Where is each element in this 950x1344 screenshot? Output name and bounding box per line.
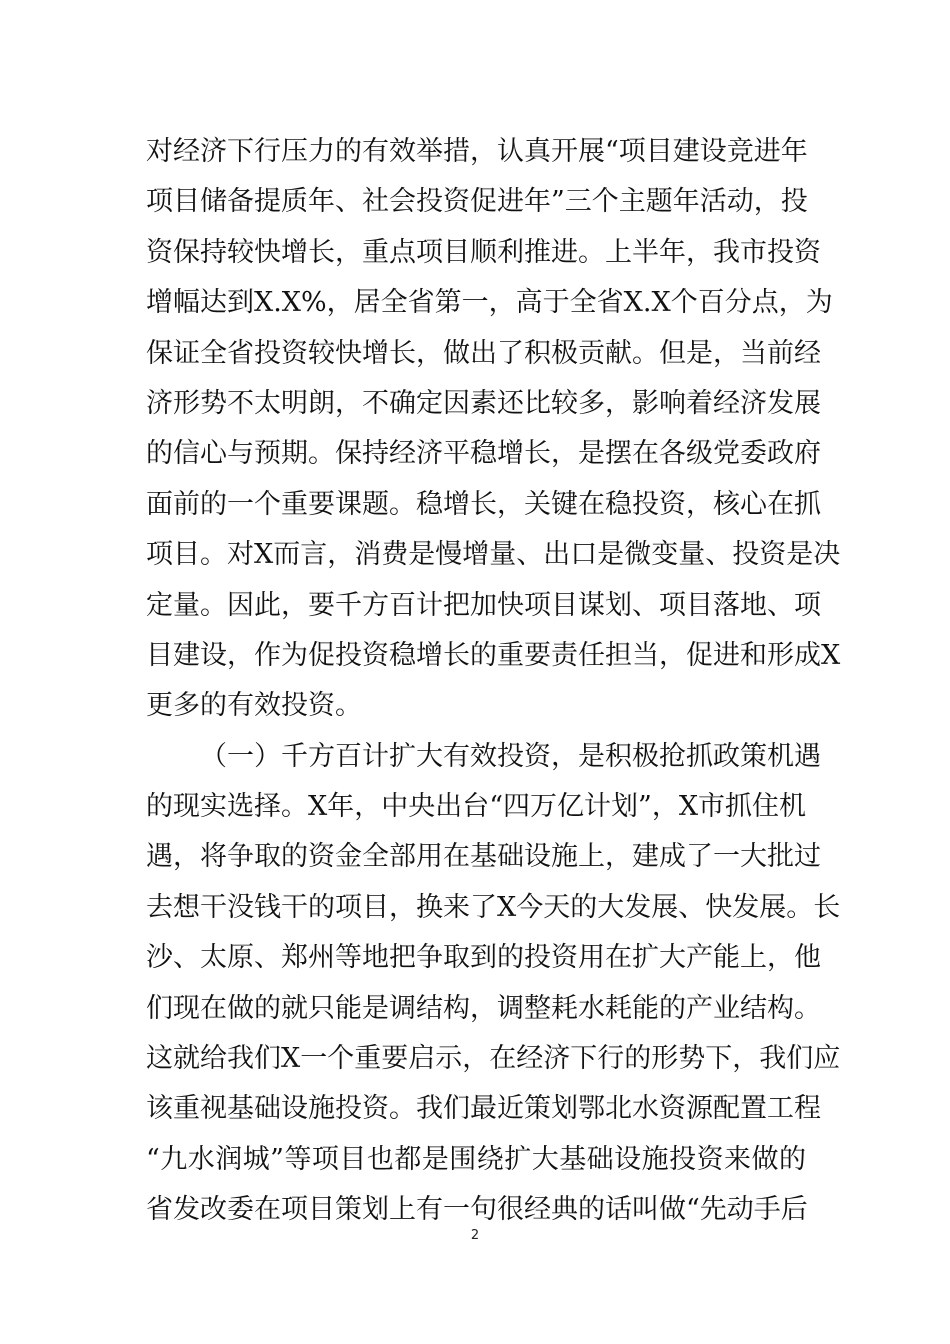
text-line: 这就给我们X一个重要启示，在经济下行的形势下，我们应 [146, 1043, 841, 1075]
text-line: “九水润城”等项目也都是围绕扩大基础设施投资来做的 [146, 1143, 806, 1175]
text-line: 的信心与预期。保持经济平稳增长，是摆在各级党委政府 [146, 438, 821, 470]
text-line: 的现实选择。X年，中央出台“四万亿计划”，X市抓住机 [146, 791, 807, 823]
text-line: 增幅达到X.X%，居全省第一，高于全省X.X个百分点，为 [146, 287, 833, 319]
text-line: 定量。因此，要千方百计把加快项目谋划、项目落地、项 [146, 589, 821, 621]
text-line-paragraph-end: 更多的有效投资。 [146, 690, 362, 722]
page-number: 2 [470, 1228, 480, 1243]
text-line: 遇，将争取的资金全部用在基础设施上，建成了一大批过 [146, 841, 821, 873]
text-line: 保证全省投资较快增长，做出了积极贡献。但是，当前经 [146, 337, 821, 369]
text-line: 沙、太原、郑州等地把争取到的投资用在扩大产能上，他 [146, 942, 821, 974]
text-line: 资保持较快增长，重点项目顺利推进。上半年，我市投资 [146, 236, 821, 268]
text-line: 面前的一个重要课题。稳增长，关键在稳投资，核心在抓 [146, 488, 821, 520]
text-line: 济形势不太明朗，不确定因素还比较多，影响着经济发展 [146, 387, 821, 419]
text-line: 目建设，作为促投资稳增长的重要责任担当，促进和形成X [146, 639, 841, 671]
text-line: 省发改委在项目策划上有一句很经典的话叫做“先动手后 [146, 1194, 808, 1226]
text-line-section-heading: （一）千方百计扩大有效投资，是积极抢抓政策机遇 [200, 740, 821, 772]
text-line: 们现在做的就只能是调结构，调整耗水耗能的产业结构。 [146, 992, 821, 1024]
text-line: 项目储备提质年、社会投资促进年”三个主题年活动，投 [146, 186, 808, 218]
text-line: 对经济下行压力的有效举措，认真开展“项目建设竞进年 [146, 136, 808, 167]
text-line: 项目。对X而言，消费是慢增量、出口是微变量、投资是决 [146, 539, 841, 571]
document-body [146, 127, 841, 1236]
text-line: 该重视基础设施投资。我们最近策划鄂北水资源配置工程 [146, 1093, 821, 1125]
text-line: 去想干没钱干的项目，换来了X今天的大发展、快发展。长 [146, 891, 841, 923]
